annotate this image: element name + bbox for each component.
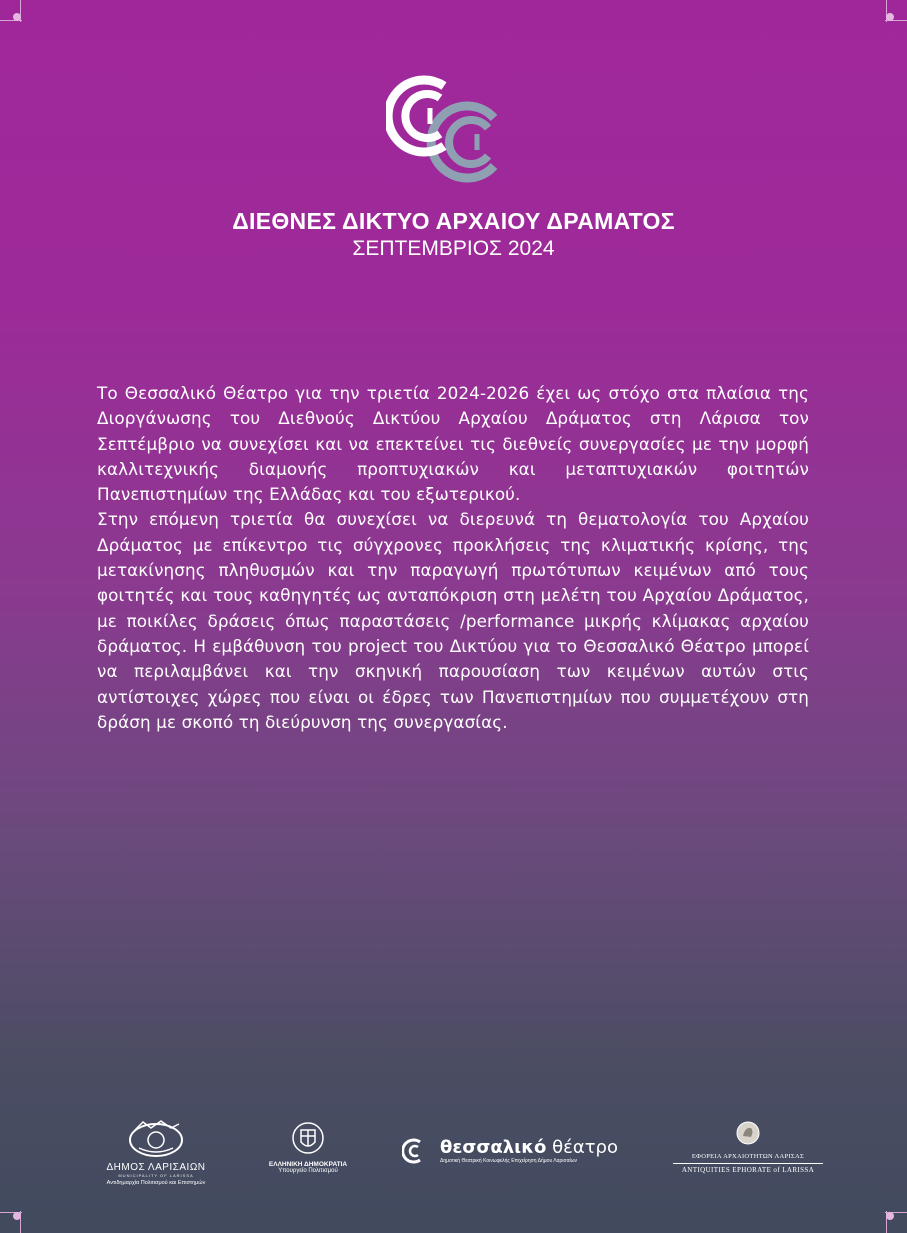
registration-dot: [886, 1212, 894, 1220]
ancient-coin-icon: [735, 1120, 761, 1146]
page-title: ΔΙΕΘΝΕΣ ΔΙΚΤΥΟ ΑΡΧΑΙΟΥ ΔΡΑΜΑΤΟΣ: [232, 208, 675, 234]
divider: [673, 1163, 823, 1164]
municipality-logo: ΔΗΜΟΣ ΛΑΡΙΣΑΙΩΝ MUNICIPALITY OF LARISSA Αντιδημαρχία Πολιτισμού και Επιστημών: [94, 1118, 218, 1186]
paragraph: Το Θεσσαλικό Θέατρο για την τριετία 2024-2026 έχει ως στόχο στα πλαίσια της Διοργάνωσης του Διεθνούς Δικτύου Αρχαίου Δράματος στη Λάρισα τον Σεπτέμβριο να συνεχίσει και να επεκτείνει τις διεθνείς συνεργασίες με την μορφή καλλιτεχνικής διαμονής προπτυχιακών και μεταπτυχιακών φοιτητών Πανεπιστημίων της Ελλάδας και του εξωτερικού.: [97, 383, 809, 505]
page-subtitle: ΣΕΠΤΕΜΒΡΙΟΣ 2024: [352, 237, 555, 260]
registration-dot: [13, 13, 21, 21]
body-text: [97, 381, 809, 735]
registration-dot: [13, 1212, 21, 1220]
ephorate-logo: ΕΦΟΡΕΙΑ ΑΡΧΑΙΟΤΗΤΩΝ ΛΑΡΙΣΑΣ ANTIQUITIES EPHORATE of LARISSA: [666, 1120, 830, 1174]
theatre-logo-icon: [402, 1138, 432, 1164]
thessaliko-theatre-logo: θεσσαλικό θέατρο Δημοτική Θεατρική Κοινωφελής Επιχείρηση Δήμου Λαρισαίων: [402, 1138, 627, 1164]
greek-republic-logo: ΕΛΛΗΝΙΚΗ ΔΗΜΟΚΡΑΤΙΑ Υπουργείο Πολιτισμού: [258, 1120, 358, 1174]
paragraph: Στην επόμενη τριετία θα συνεχίσει να διερευνά τη θεματολογία του Αρχαίου Δράματος με επίκεντρο τις σύγχρονες προκλήσεις της κλιματικής κρίσης, της μετακίνησης πληθυσμών και την παραγωγή πρωτότυπων κειμένων από τους φοιτητές και τους καθηγητές ως ανταπόκριση στη μελέτη του Αρχαίου Δράματος, με ποικίλες δράσεις όπως παραστάσεις /performance μικρής κλίμακας αρχαίου δράματος. Η εμβάθυνση του project του Δικτύου για το Θεσσαλικό Θέατρο μπορεί να περιλαμβάνει και την σκηνική παρουσίαση των κειμένων αυτών στις αντίστοιχες χώρες που είναι οι έδρες των Πανεπιστημίων που συμμετέχουν στη δράση με σκοπό τη διεύρυνση της συνεργασίας.: [97, 509, 809, 732]
registration-dot: [886, 13, 894, 21]
city-emblem-icon: [127, 1118, 185, 1158]
greek-coat-of-arms-icon: [291, 1120, 325, 1156]
double-c-network-logo: [386, 68, 520, 184]
